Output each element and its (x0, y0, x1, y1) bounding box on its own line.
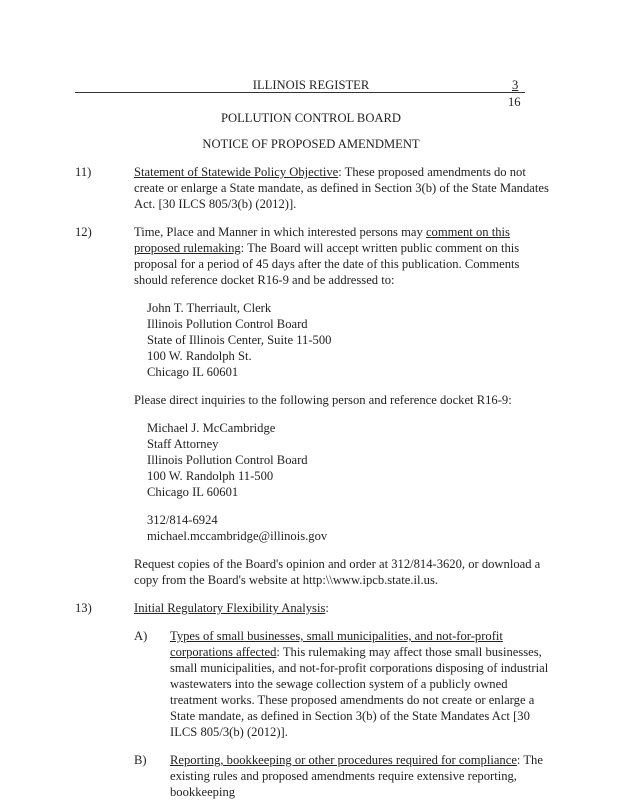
item-heading-prefix: Time, Place and Manner in which interested persons may (134, 225, 426, 239)
item-body: : The Board will accept written public comment on this proposal for a period of 45 days after the date of this publication. Comments should reference docket R16-9 and be addressed to: (134, 241, 520, 287)
address-line: Staff Attorney (147, 437, 219, 451)
item-heading: comment on this proposed rulemaking (134, 225, 510, 255)
subitem-number: A) (134, 629, 148, 643)
address-line: John T. Therriault, Clerk (147, 301, 272, 315)
subitem-a (170, 628, 555, 740)
item-heading: Initial Regulatory Flexibility Analysis (134, 601, 326, 615)
item-12-row (0, 224, 622, 288)
subitem-a-row (0, 628, 622, 740)
subitem-b-row (0, 752, 622, 800)
address-line: Illinois Pollution Control Board (147, 453, 308, 467)
item-number: 12) (75, 225, 92, 239)
address-line: 100 W. Randolph St. (147, 349, 252, 363)
item-number: 11) (75, 165, 92, 179)
item-heading: Statement of Statewide Policy Objective (134, 165, 339, 179)
volume-number: 16 (508, 95, 521, 109)
subitem-heading: Types of small businesses, small municipalities, and not-for-profit corporations affected (170, 629, 503, 659)
item-13 (134, 600, 552, 616)
email: michael.mccambridge@illinois.gov (147, 529, 328, 543)
agency-title: POLLUTION CONTROL BOARD (220, 111, 402, 125)
address-line: Michael J. McCambridge (147, 421, 276, 435)
address-line: State of Illinois Center, Suite 11-500 (147, 333, 332, 347)
item-11-row (0, 164, 622, 212)
inquiries-text: Please direct inquiries to the following person and reference docket R16-9: (134, 393, 512, 407)
register-title: ILLINOIS REGISTER (252, 78, 370, 92)
item-13-row (0, 600, 622, 616)
item-12 (134, 224, 552, 288)
phone: 312/814-6924 (147, 513, 218, 527)
item-11 (134, 164, 552, 212)
address-line: Illinois Pollution Control Board (147, 317, 308, 331)
address-line: 100 W. Randolph 11-500 (147, 469, 274, 483)
address-line: Chicago IL 60601 (147, 365, 239, 379)
subitem-b (170, 752, 555, 800)
copies-text: Request copies of the Board's opinion and order at 312/814-3620, or download a copy from the Board's website at http:\\www.ipcb.state.il.us. (134, 557, 541, 587)
subitem-heading: Reporting, bookkeeping or other procedures required for compliance (170, 753, 517, 767)
page-number: 3 (512, 78, 519, 92)
contact-info (147, 512, 622, 544)
subitem-body: : The existing rules and proposed amendments require extensive reporting, bookkeeping (170, 753, 543, 799)
subitem-body: : This rulemaking may affect those small businesses, small municipalities, and not-for-profit corporations disposing of industrial wastewaters into the sewage collection system of a publicly owned treatment works. These proposed amendments do not create or enlarge a State mandate, as defined in Section 3(b) of the State Mandates Act [30 ILCS 805/3(b) (2012)]. (170, 645, 549, 739)
colon: : (325, 601, 329, 615)
address-line: Chicago IL 60601 (147, 485, 239, 499)
item-number: 13) (75, 601, 92, 615)
contact-address (147, 420, 622, 500)
item-body: : These proposed amendments do not create or enlarge a State mandate, as defined in Section 3(b) of the State Mandates Act. [30 ILCS 805/3(b) (2012)]. (134, 165, 549, 211)
document-body (0, 164, 622, 800)
subitem-number: B) (134, 753, 147, 767)
clerk-address (147, 300, 622, 380)
header-rule (75, 92, 525, 93)
notice-title: NOTICE OF PROPOSED AMENDMENT (202, 137, 420, 151)
